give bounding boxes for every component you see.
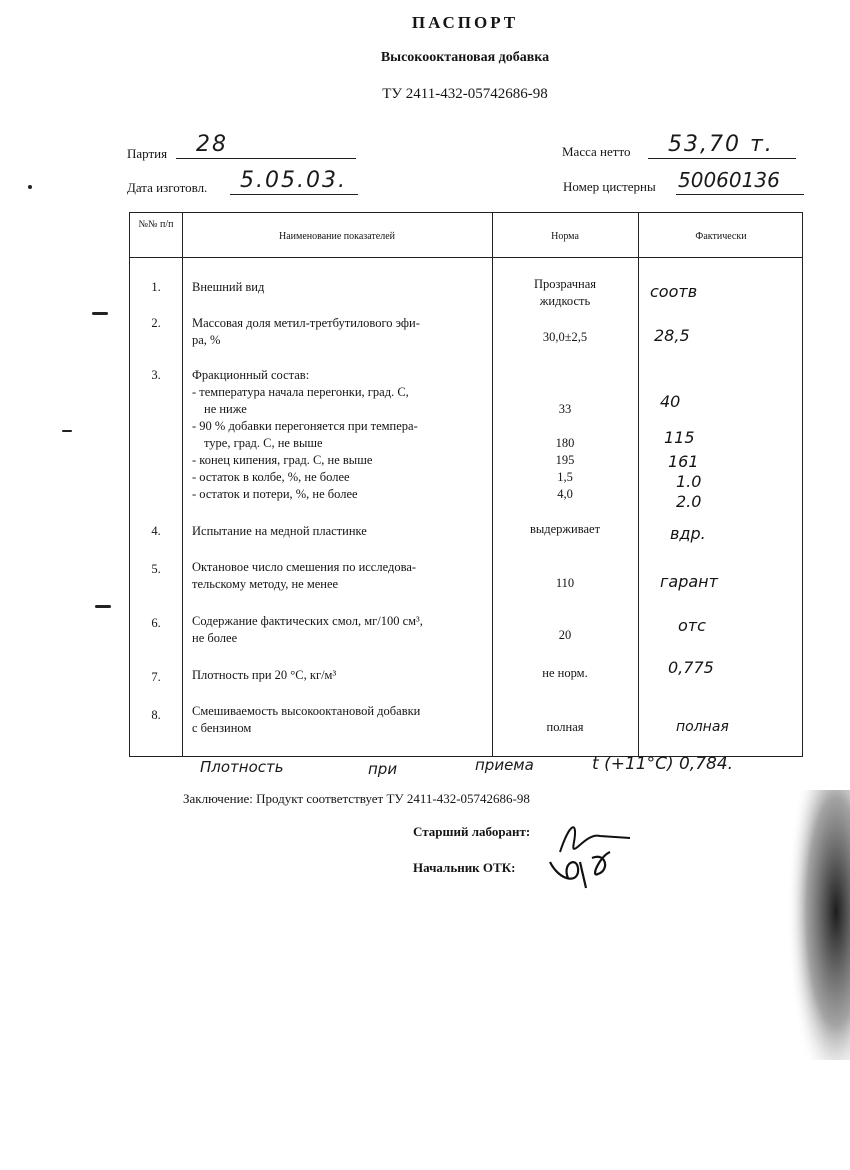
handwritten-note-4: t (+11°C) 0,784.	[592, 754, 734, 774]
row-actual: соотв	[650, 282, 698, 301]
row-number: 1.	[151, 280, 161, 294]
margin-mark	[62, 430, 72, 432]
row-number: 8.	[151, 708, 161, 722]
name-line: тельскому методу, не менее	[192, 577, 339, 591]
name-line: Смешиваемость высокооктановой добавки	[192, 704, 421, 718]
row-norm: 20	[558, 628, 572, 642]
net-mass-label: Масса нетто	[562, 144, 631, 159]
row-name: Внешний вид	[192, 280, 265, 294]
row-norm: 195	[555, 453, 575, 467]
spec-number: ТУ 2411-432-05742686-98	[382, 86, 548, 102]
name-line: - 90 % добавки перегоняется при темпера-	[192, 419, 418, 433]
row-name	[192, 367, 418, 503]
conclusion-text: Заключение: Продукт соответствует ТУ 2411-432-05742686-98	[183, 791, 530, 806]
col-header-num: №№ п/п	[138, 219, 174, 230]
date-value: 5.05.03.	[240, 168, 347, 193]
margin-mark	[95, 605, 111, 608]
row-norm	[500, 276, 630, 310]
name-line: с бензином	[192, 721, 252, 735]
handwritten-note-3: приема	[475, 756, 534, 774]
row-actual: 115	[664, 428, 695, 447]
net-mass-value: 53,70 т.	[668, 132, 774, 157]
otk-head-label: Начальник ОТК:	[413, 860, 516, 875]
senior-lab-label: Старший лаборант:	[413, 824, 531, 839]
name-line: туре, град. С, не выше	[204, 436, 323, 450]
table-divider	[182, 213, 183, 756]
row-norm: выдерживает	[529, 522, 601, 536]
row-norm: 4,0	[557, 487, 573, 501]
row-actual: 1.0	[676, 472, 702, 491]
row-actual: вдр.	[670, 524, 706, 543]
name-line: Массовая доля метил-третбутилового эфи-	[192, 316, 420, 330]
name-line: - остаток и потери, %, не более	[192, 487, 358, 501]
tank-value: 50060136	[678, 168, 780, 192]
indicators-table	[129, 212, 803, 757]
name-line: - температура начала перегонки, град. С,	[192, 385, 409, 399]
name-line: не более	[192, 631, 238, 645]
name-line: не ниже	[204, 402, 247, 416]
row-actual: отс	[678, 616, 706, 635]
margin-mark	[92, 312, 108, 315]
row-number: 6.	[151, 616, 161, 630]
handwritten-note-2: при	[368, 760, 398, 778]
row-actual: 0,775	[668, 658, 714, 677]
row-number: 7.	[151, 670, 161, 684]
row-norm: 1,5	[557, 470, 573, 484]
name-line: Содержание фактических смол, мг/100 см³,	[192, 614, 423, 628]
row-actual: 40	[660, 392, 681, 411]
row-number: 5.	[151, 562, 161, 576]
row-name	[192, 703, 420, 737]
row-name: Испытание на медной пластинке	[192, 524, 367, 538]
row-name: Плотность при 20 °С, кг/м³	[192, 668, 337, 682]
date-label: Дата изготовл.	[127, 180, 208, 195]
document-subtitle: Высокооктановая добавка	[380, 50, 550, 65]
norm-line: Прозрачная	[533, 277, 597, 291]
row-actual: 161	[668, 452, 699, 471]
table-divider	[638, 213, 639, 756]
table-header-divider	[130, 257, 802, 258]
name-line: Октановое число смешения по исследова-	[192, 560, 417, 574]
row-norm: не норм.	[542, 666, 588, 680]
norm-line: жидкость	[539, 294, 591, 308]
row-number: 2.	[151, 316, 161, 330]
name-line: - конец кипения, град. С, не выше	[192, 453, 373, 467]
margin-mark	[28, 185, 32, 189]
row-norm: 180	[555, 436, 575, 450]
tank-label: Номер цистерны	[563, 179, 656, 194]
handwritten-note-1: Плотность	[200, 758, 284, 776]
batch-label: Партия	[127, 146, 168, 161]
row-number: 4.	[151, 524, 161, 538]
batch-value: 28	[196, 132, 228, 157]
scan-noise	[780, 790, 850, 1060]
col-header-name: Наименование показателей	[278, 231, 395, 242]
row-actual: полная	[676, 719, 729, 735]
row-number: 3.	[151, 368, 161, 382]
row-norm: 33	[558, 402, 572, 416]
name-line: Фракционный состав:	[192, 368, 310, 382]
name-line: - остаток в колбе, %, не более	[192, 470, 350, 484]
row-name	[192, 613, 423, 647]
document-title: ПАСПОРТ	[411, 13, 519, 32]
row-name	[192, 315, 420, 349]
row-norm: 110	[555, 576, 575, 590]
row-norm: полная	[546, 720, 584, 734]
row-actual: 2.0	[676, 492, 702, 511]
signature-mark	[540, 812, 650, 892]
table-divider	[492, 213, 493, 756]
row-norm: 30,0±2,5	[542, 330, 588, 344]
row-actual: 28,5	[654, 326, 690, 345]
col-header-norm: Норма	[551, 231, 579, 242]
row-actual: гарант	[660, 572, 718, 591]
name-line: ра, %	[192, 333, 221, 347]
row-name	[192, 559, 416, 593]
col-header-actual: Фактически	[695, 231, 747, 242]
